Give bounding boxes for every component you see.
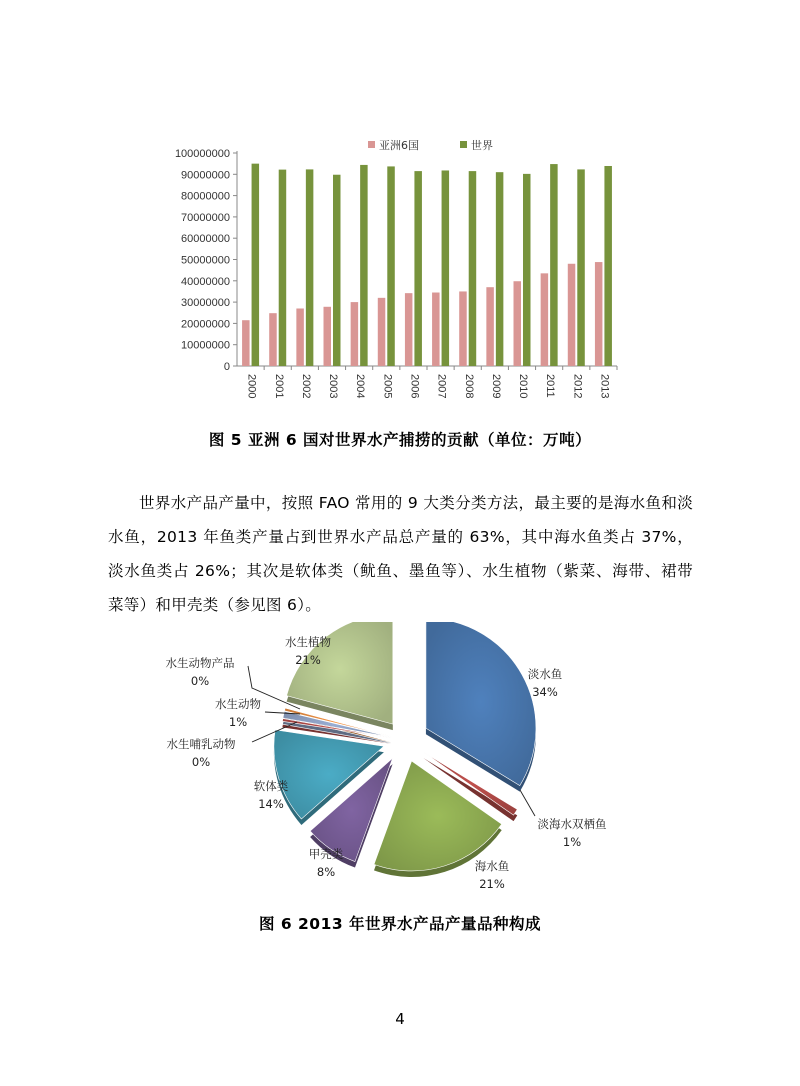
y-tick-label: 30000000 xyxy=(181,297,230,310)
pie-percent-label: 21% xyxy=(479,877,505,891)
bar-asia6 xyxy=(486,287,494,366)
x-tick-label: 2007 xyxy=(435,374,448,399)
bar-world xyxy=(469,171,477,366)
pie-slice xyxy=(426,622,536,786)
pie-chart xyxy=(140,622,650,892)
x-tick-label: 2013 xyxy=(598,374,611,399)
y-tick-label: 40000000 xyxy=(181,275,230,288)
bar-asia6 xyxy=(568,264,576,366)
x-tick-label: 2010 xyxy=(517,374,530,399)
pie-category-label: 水生动物产品 xyxy=(165,656,235,670)
body-paragraph: 世界水产品产量中，按照 FAO 常用的 9 大类分类方法，最主要的是海水鱼和淡水鱼，2013 年鱼类产量占到世界水产品总产量的 63%，其中海水鱼类占 37%，淡水鱼类占 26%；其次是软体类（鱿鱼、墨鱼等）、水生植物（紫菜、海带、裙带菜等）和甲壳类（参见图 6）。 xyxy=(108,494,693,614)
page-number: 4 xyxy=(395,1010,405,1028)
pie-percent-label: 1% xyxy=(562,835,582,849)
bar-asia6 xyxy=(296,308,304,366)
bar-world xyxy=(387,166,395,366)
x-tick-label: 2003 xyxy=(327,374,340,399)
x-tick-label: 2002 xyxy=(299,374,312,399)
x-tick-label: 2011 xyxy=(544,374,557,398)
y-tick-label: 100000000 xyxy=(174,148,230,160)
bar-asia6 xyxy=(514,281,522,366)
bar-world xyxy=(442,170,450,366)
y-tick-label: 70000000 xyxy=(181,211,230,224)
x-tick-label: 2004 xyxy=(354,374,367,399)
bar-asia6 xyxy=(351,302,359,366)
bar-world xyxy=(360,165,368,366)
bar-world xyxy=(306,169,314,366)
bar-world xyxy=(333,175,341,366)
pie-percent-label: 21% xyxy=(295,653,321,667)
bar-asia6 xyxy=(459,291,467,366)
pie-percent-label: 34% xyxy=(532,685,558,699)
pie-slice xyxy=(374,761,502,871)
pie-category-label: 甲壳类 xyxy=(308,847,344,861)
bar-asia6 xyxy=(242,320,250,366)
chart-legend xyxy=(368,138,493,152)
pie-category-label: 水生哺乳动物 xyxy=(166,737,236,751)
y-tick-label: 90000000 xyxy=(181,169,230,182)
x-tick-label: 2001 xyxy=(272,374,285,399)
bar-asia6 xyxy=(269,313,277,366)
x-tick-label: 2008 xyxy=(462,374,475,399)
x-tick-label: 2006 xyxy=(408,374,421,399)
bar-world xyxy=(550,164,558,366)
x-tick-label: 2012 xyxy=(571,374,584,399)
bar-chart xyxy=(150,130,630,420)
pie-category-label: 水生动物 xyxy=(215,697,261,711)
bar-asia6 xyxy=(378,298,386,366)
bar-asia6 xyxy=(432,293,440,366)
y-tick-label: 10000000 xyxy=(181,339,230,352)
y-tick-label: 0 xyxy=(223,361,230,373)
y-tick-label: 20000000 xyxy=(181,318,230,331)
bar-world xyxy=(279,170,287,366)
pie-leader-line xyxy=(520,790,535,816)
pie-percent-label: 8% xyxy=(316,865,336,879)
pie-category-label: 软体类 xyxy=(253,779,289,793)
pie-category-label: 淡水鱼 xyxy=(527,667,563,681)
figure-6-caption: 图 6 2013 年世界水产品产量品种构成 xyxy=(258,915,542,933)
legend-swatch xyxy=(460,141,467,148)
pie-percent-label: 0% xyxy=(191,755,211,769)
x-tick-label: 2000 xyxy=(245,374,258,399)
x-tick-label: 2009 xyxy=(489,374,502,399)
bar-world xyxy=(252,164,259,366)
legend-label: 亚洲6国 xyxy=(379,139,419,152)
bar-asia6 xyxy=(595,262,603,366)
bar-world xyxy=(577,169,585,366)
bar-world xyxy=(604,166,612,366)
legend-swatch xyxy=(368,141,375,148)
y-tick-label: 80000000 xyxy=(181,190,230,203)
bar-world xyxy=(523,174,531,366)
pie-category-label: 淡海水双栖鱼 xyxy=(537,817,607,831)
pie-percent-label: 14% xyxy=(258,797,284,811)
figure-5-caption: 图 5 亚洲 6 国对世界水产捕捞的贡献（单位：万吨） xyxy=(208,431,592,449)
bar-asia6 xyxy=(541,273,549,366)
y-tick-label: 60000000 xyxy=(181,233,230,246)
bar-asia6 xyxy=(405,293,413,366)
pie-category-label: 水生植物 xyxy=(285,635,331,649)
pie-category-label: 海水鱼 xyxy=(474,859,510,873)
x-tick-label: 2005 xyxy=(381,374,394,399)
legend-label: 世界 xyxy=(471,139,493,152)
bar-asia6 xyxy=(324,307,332,366)
y-tick-label: 50000000 xyxy=(181,254,230,267)
bar-world xyxy=(496,172,504,366)
pie-percent-label: 1% xyxy=(228,715,248,729)
pie-percent-label: 0% xyxy=(190,674,210,688)
bar-world xyxy=(414,171,422,366)
